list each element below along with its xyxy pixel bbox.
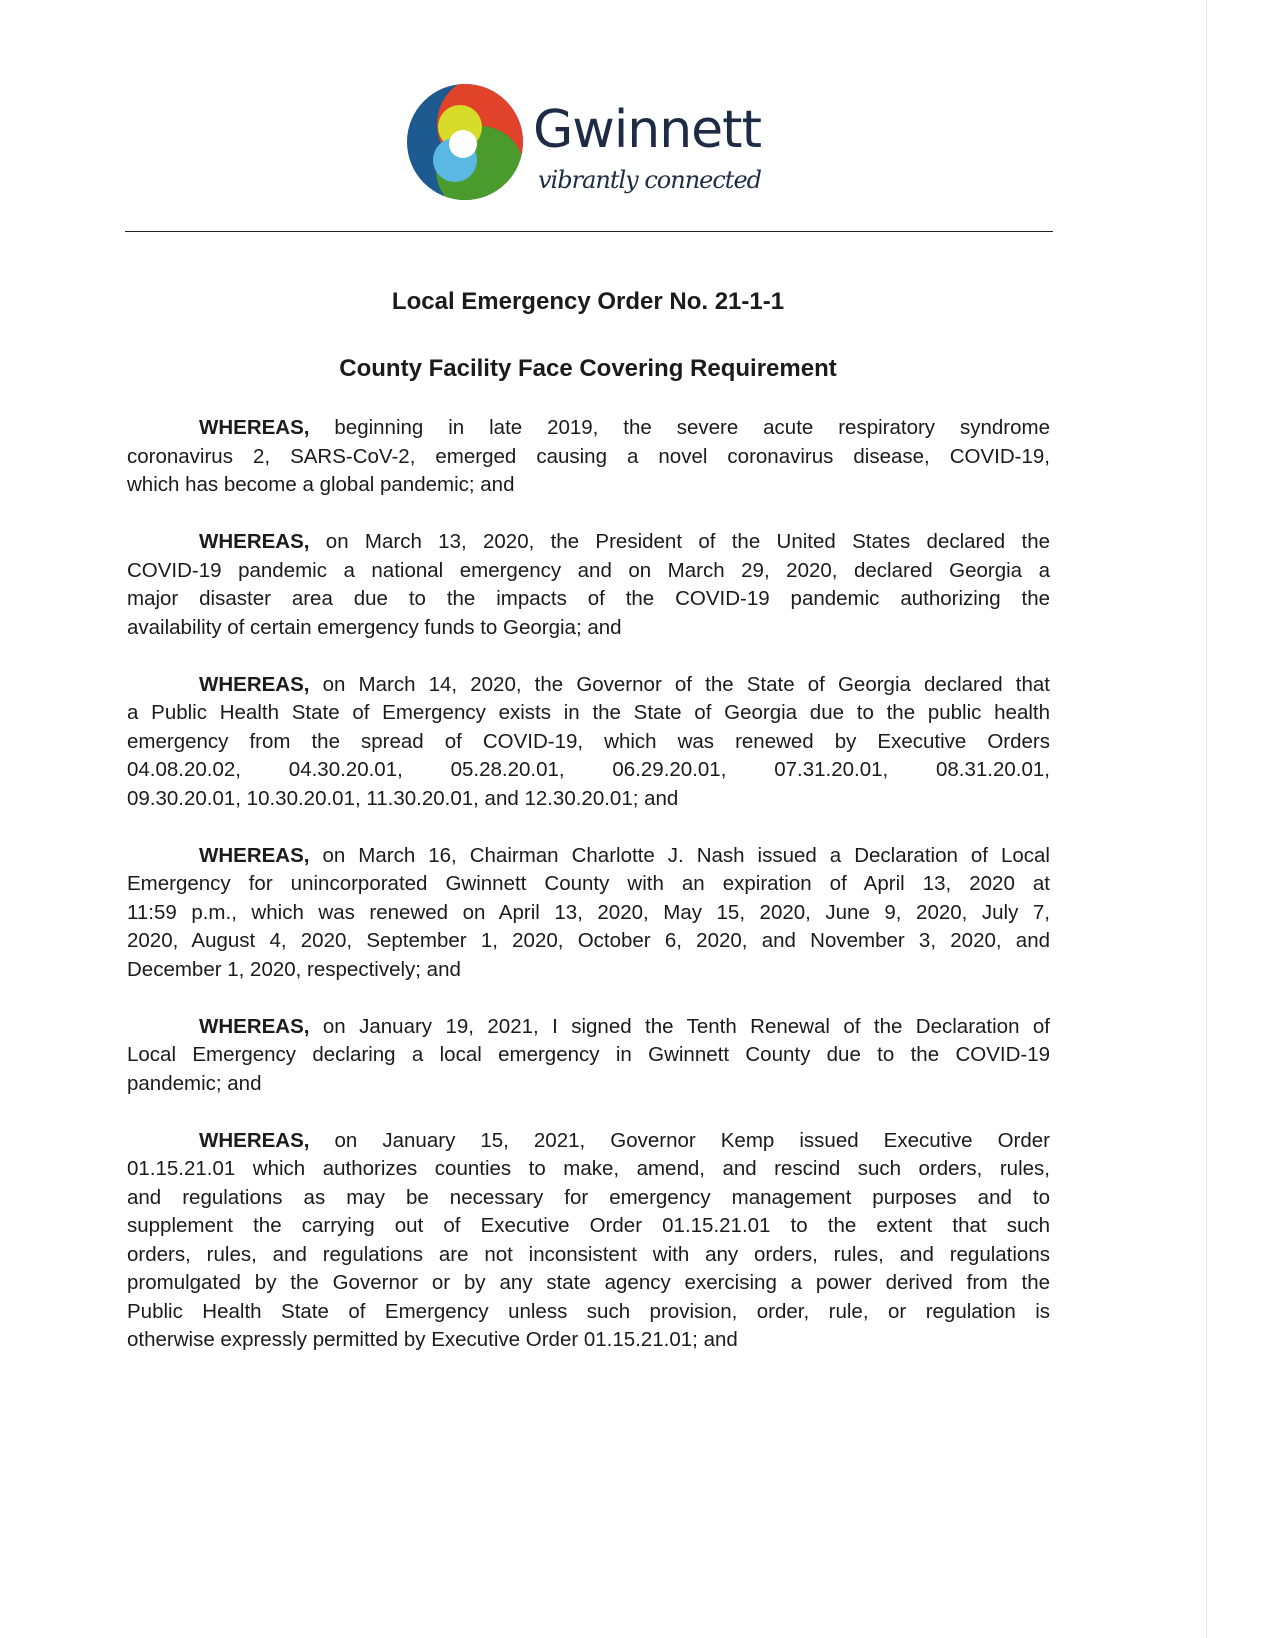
- logo-tagline: vibrantly connected: [538, 166, 762, 194]
- whereas-lead: WHEREAS,: [199, 672, 310, 696]
- paragraph-line: emergency from the spread of COVID-19, which was renewed by Executive Orders: [127, 729, 1050, 753]
- paragraph-line: Local Emergency declaring a local emergency in Gwinnett County due to the COVID-19: [127, 1043, 1050, 1066]
- paragraph-line: 11:59 p.m., which was renewed on April 13, 2020, May 15, 2020, June 9, 2020, July 7,: [127, 900, 1050, 924]
- page-edge: [1206, 0, 1207, 1638]
- paragraph-line: major disaster area due to the impacts of the COVID-19 pandemic authorizing the: [127, 587, 1050, 610]
- document-title: Local Emergency Order No. 21-1-1: [391, 288, 785, 315]
- header-divider: [125, 231, 1053, 232]
- paragraph-text: beginning in late 2019, the severe acute respiratory syndrome: [309, 416, 1050, 439]
- paragraph-line: pandemic; and: [127, 1071, 262, 1095]
- paragraph-line: [127, 671, 1050, 700]
- gwinnett-logo: [405, 82, 785, 207]
- whereas-lead: WHEREAS,: [199, 1128, 310, 1152]
- paragraph-line: availability of certain emergency funds to Georgia; and: [127, 615, 622, 639]
- paragraph-line: COVID-19 pandemic a national emergency and on March 29, 2020, declared Georgia a: [127, 558, 1050, 582]
- paragraph-line: [127, 528, 1050, 557]
- paragraph-line: otherwise expressly permitted by Executive Order 01.15.21.01; and: [127, 1328, 738, 1351]
- paragraph-line: a Public Health State of Emergency exists in the State of Georgia due to the public health: [127, 701, 1050, 724]
- paragraph-line: Public Health State of Emergency unless such provision, order, rule, or regulation is: [127, 1299, 1050, 1323]
- logo-wordmark: Gwinnett: [533, 100, 761, 160]
- paragraph-line: [127, 1127, 1050, 1156]
- paragraph-line: [127, 414, 1050, 443]
- whereas-lead: WHEREAS,: [199, 1014, 310, 1038]
- whereas-paragraph: [127, 671, 1050, 814]
- logo-circle-icon: [405, 82, 525, 202]
- paragraph-line: December 1, 2020, respectively; and: [127, 957, 461, 981]
- whereas-paragraph: [127, 1127, 1050, 1355]
- paragraph-text: on January 15, 2021, Governor Kemp issued Executive Order: [309, 1128, 1050, 1152]
- whereas-paragraph: [127, 842, 1050, 985]
- paragraph-line: 2020, August 4, 2020, September 1, 2020, October 6, 2020, and November 3, 2020, and: [127, 929, 1050, 952]
- document-body: [127, 414, 1050, 1383]
- paragraph-line: Emergency for unincorporated Gwinnett County with an expiration of April 13, 2020 at: [127, 872, 1050, 895]
- paragraph-line: supplement the carrying out of Executive Order 01.15.21.01 to the extent that such: [127, 1214, 1050, 1237]
- whereas-paragraph: [127, 414, 1050, 500]
- paragraph-line: which has become a global pandemic; and: [127, 473, 515, 496]
- paragraph-line: 01.15.21.01 which authorizes counties to make, amend, and rescind such orders, rules,: [127, 1157, 1050, 1180]
- paragraph-text: on March 16, Chairman Charlotte J. Nash issued a Declaration of Local: [309, 843, 1050, 867]
- whereas-lead: WHEREAS,: [199, 843, 310, 867]
- whereas-paragraph: [127, 1013, 1050, 1099]
- document-subtitle: County Facility Face Covering Requirement: [339, 355, 837, 382]
- paragraph-line: 04.08.20.02, 04.30.20.01, 05.28.20.01, 06.29.20.01, 07.31.20.01, 08.31.20.01,: [127, 758, 1050, 781]
- whereas-paragraph: [127, 528, 1050, 642]
- paragraph-line: [127, 842, 1050, 871]
- paragraph-text: on March 13, 2020, the President of the United States declared the: [309, 530, 1050, 553]
- whereas-lead: WHEREAS,: [199, 416, 310, 439]
- paragraph-text: on January 19, 2021, I signed the Tenth Renewal of the Declaration of: [309, 1014, 1050, 1038]
- paragraph-line: coronavirus 2, SARS-CoV-2, emerged causing a novel coronavirus disease, COVID-19,: [127, 444, 1050, 468]
- paragraph-line: [127, 1013, 1050, 1042]
- paragraph-line: orders, rules, and regulations are not inconsistent with any orders, rules, and regulations: [127, 1242, 1050, 1266]
- paragraph-line: 09.30.20.01, 10.30.20.01, 11.30.20.01, and 12.30.20.01; and: [127, 786, 679, 810]
- whereas-lead: WHEREAS,: [199, 530, 310, 553]
- paragraph-text: on March 14, 2020, the Governor of the State of Georgia declared that: [309, 672, 1050, 696]
- paragraph-line: and regulations as may be necessary for emergency management purposes and to: [127, 1185, 1050, 1209]
- paragraph-line: promulgated by the Governor or by any state agency exercising a power derived from the: [127, 1271, 1050, 1294]
